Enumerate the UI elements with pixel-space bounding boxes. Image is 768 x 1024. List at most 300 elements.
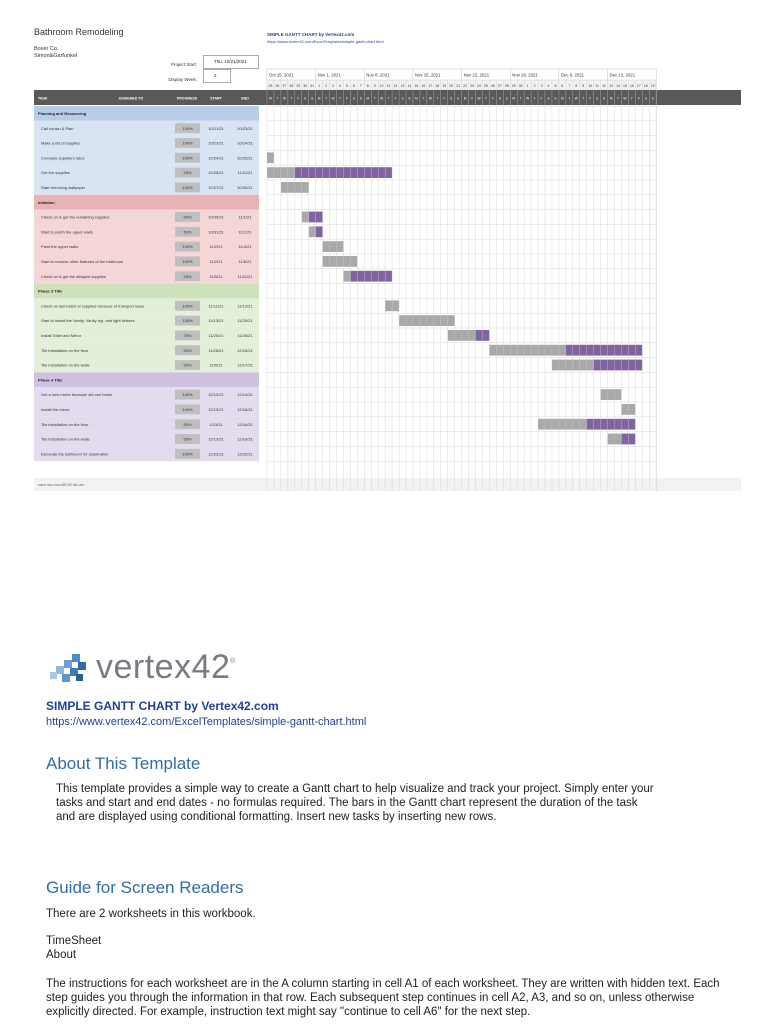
task-end: 12/17/21 bbox=[237, 362, 253, 368]
task-start: 11/26/21 bbox=[208, 347, 224, 353]
gantt-bar-day bbox=[621, 360, 628, 371]
task-end: 10/23/21 bbox=[237, 125, 253, 131]
gantt-bar-day bbox=[573, 419, 580, 430]
day-letter: T bbox=[568, 96, 571, 101]
gantt-bar-day bbox=[587, 419, 594, 430]
day-number: 16 bbox=[421, 84, 426, 88]
task-name: Decorate the bathroom for celebration bbox=[41, 451, 109, 457]
gantt-bar-day bbox=[337, 241, 344, 252]
gantt-bar-day bbox=[608, 434, 615, 445]
guide-body: The instructions for each worksheet are in the A column starting in cell A1 of each worksheet. They are written with hidden text. Each step guides you through the information in that row. Each subsequent step continues in cell A2, A3, and so on, unless otherwise explicitly directed. For example, instruction text might say "continue to cell A6" for the next step. bbox=[46, 978, 720, 1018]
day-number: 1 bbox=[526, 84, 529, 88]
gantt-bar-day bbox=[621, 434, 628, 445]
gantt-bar-day bbox=[267, 152, 274, 163]
day-number: 30 bbox=[303, 84, 308, 88]
day-number: 29 bbox=[296, 84, 301, 88]
gantt-bar-day bbox=[302, 212, 309, 223]
gantt-bar-day bbox=[489, 345, 496, 356]
task-end: 11/12/21 bbox=[237, 303, 253, 309]
day-letter: M bbox=[561, 96, 564, 101]
column-header-task: TASK bbox=[38, 96, 48, 101]
day-number: 26 bbox=[275, 84, 280, 88]
column-header-end: END bbox=[241, 96, 249, 101]
gantt-bar-day bbox=[323, 167, 330, 178]
task-start: 10/30/21 bbox=[208, 214, 224, 220]
task-name: Start to install the Vanity, Vanity top, and light fixtures bbox=[41, 318, 135, 324]
day-number: 23 bbox=[470, 84, 474, 88]
task-progress: 50% bbox=[183, 362, 192, 368]
gantt-bar-day bbox=[503, 345, 510, 356]
gantt-bar-day bbox=[281, 167, 288, 178]
task-name: Install Toilet and Mirror bbox=[41, 333, 82, 338]
day-number: 30 bbox=[518, 84, 523, 88]
day-letter: S bbox=[401, 96, 404, 101]
gantt-bar-day bbox=[615, 389, 622, 400]
day-letter: W bbox=[623, 96, 627, 101]
day-letter: W bbox=[526, 96, 530, 101]
gantt-bar-day bbox=[469, 330, 476, 341]
task-name: Start to patch the upper walls bbox=[41, 229, 93, 235]
gantt-bar-day bbox=[608, 389, 615, 400]
day-letter: W bbox=[331, 96, 335, 101]
day-letter: T bbox=[422, 96, 425, 101]
day-number: 4 bbox=[547, 84, 550, 88]
day-number: 28 bbox=[504, 84, 509, 88]
template-link-url[interactable]: https://www.vertex42.com/ExcelTemplates/simple-gantt-chart.html bbox=[267, 39, 384, 44]
gantt-bar-day bbox=[635, 345, 642, 356]
day-number: 11 bbox=[386, 84, 391, 88]
day-number: 11 bbox=[595, 84, 599, 88]
gantt-bar-day bbox=[343, 256, 350, 267]
about-url[interactable]: https://www.vertex42.com/ExcelTemplates/simple-gantt-chart.html bbox=[46, 716, 367, 728]
day-letter: W bbox=[574, 96, 578, 101]
gantt-bar-day bbox=[330, 241, 337, 252]
gantt-bar-day bbox=[350, 167, 357, 178]
gantt-bar-day bbox=[448, 330, 455, 341]
footer-note: Insert new rows ABOVE this one bbox=[38, 483, 85, 487]
task-start: 12/12/21 bbox=[208, 392, 224, 398]
day-number: 8 bbox=[575, 84, 578, 88]
day-letter: M bbox=[317, 96, 321, 101]
task-progress: 100% bbox=[182, 155, 193, 161]
day-letter: S bbox=[304, 96, 307, 101]
day-letter: S bbox=[596, 96, 599, 101]
gantt-bar-day bbox=[545, 419, 552, 430]
day-letter: T bbox=[436, 96, 439, 101]
day-letter: T bbox=[484, 96, 487, 101]
task-start: 12/13/21 bbox=[208, 436, 224, 442]
guide-sheet-1: TimeSheet bbox=[46, 935, 102, 947]
day-number: 10 bbox=[379, 84, 384, 88]
task-end: 11/11/21 bbox=[237, 170, 253, 176]
column-header-start: START bbox=[210, 96, 222, 101]
gantt-bar-day bbox=[399, 315, 406, 326]
task-name: Start removing wallpaper bbox=[41, 185, 86, 190]
task-end: 11/1/21 bbox=[238, 229, 252, 235]
task-progress: 100% bbox=[182, 318, 193, 324]
project-title: Bathroom Remodeling bbox=[34, 27, 124, 37]
task-end: 11/1/21 bbox=[238, 214, 252, 220]
day-letter: T bbox=[276, 96, 279, 101]
day-number: 18 bbox=[435, 84, 440, 88]
project-start-label: Project Start: bbox=[170, 62, 197, 67]
template-link-title[interactable]: SIMPLE GANTT CHART by Vertex42.com bbox=[267, 32, 355, 37]
day-number: 13 bbox=[609, 84, 613, 88]
gantt-bar-day bbox=[573, 345, 580, 356]
gantt-bar-day bbox=[281, 182, 288, 193]
guide-intro: There are 2 worksheets in this workbook. bbox=[46, 908, 256, 920]
day-number: 31 bbox=[310, 84, 315, 88]
gantt-chart bbox=[0, 0, 768, 500]
gantt-bar-day bbox=[309, 212, 316, 223]
gantt-bar-day bbox=[441, 315, 448, 326]
day-letter: S bbox=[408, 96, 411, 101]
day-letter: F bbox=[345, 96, 348, 101]
day-number: 7 bbox=[359, 84, 362, 88]
task-end: 10/24/21 bbox=[237, 140, 253, 146]
day-number: 15 bbox=[414, 84, 419, 88]
guide-heading: Guide for Screen Readers bbox=[46, 878, 244, 897]
day-number: 18 bbox=[643, 84, 648, 88]
day-letter: W bbox=[282, 96, 286, 101]
task-progress: 100% bbox=[182, 140, 193, 146]
task-progress: 100% bbox=[182, 303, 193, 309]
task-name: Tile installation on the floor bbox=[41, 421, 89, 427]
day-letter: T bbox=[471, 96, 474, 101]
task-start: 11/2/21 bbox=[209, 244, 223, 250]
day-letter: S bbox=[352, 96, 355, 101]
gantt-bar-day bbox=[538, 419, 545, 430]
gantt-bar-day bbox=[295, 167, 302, 178]
task-name: Get the supplies bbox=[41, 170, 70, 176]
day-number: 25 bbox=[268, 84, 273, 88]
task-start: 11/13/21 bbox=[208, 318, 224, 324]
task-start: 10/21/21 bbox=[208, 125, 224, 131]
gantt-bar-day bbox=[538, 345, 545, 356]
company-name: Boxer Co. bbox=[34, 46, 59, 52]
task-start: 10/23/21 bbox=[208, 140, 224, 146]
gantt-bar-day bbox=[385, 167, 392, 178]
gantt-bar-day bbox=[621, 419, 628, 430]
phase-header-row bbox=[34, 372, 259, 387]
task-start: 11/2/21 bbox=[209, 259, 223, 264]
day-number: 7 bbox=[568, 84, 571, 88]
task-name: Install the mirror bbox=[41, 407, 70, 412]
gantt-bar-day bbox=[309, 226, 316, 237]
task-end: 12/22/21 bbox=[237, 451, 253, 457]
day-number: 25 bbox=[484, 84, 488, 88]
week-label: Nov 29, 2021 bbox=[512, 72, 538, 78]
day-number: 22 bbox=[463, 84, 467, 88]
day-number: 16 bbox=[629, 84, 634, 88]
task-name: Tile installation on the floor bbox=[41, 347, 89, 353]
column-header-assigned: ASSIGNED TO bbox=[118, 96, 144, 101]
task-name: Compare suppliers rates bbox=[41, 155, 85, 161]
gantt-bar-day bbox=[559, 419, 566, 430]
day-letter: M bbox=[512, 96, 516, 101]
week-label: Nov 8, 2021 bbox=[366, 72, 390, 78]
gantt-bar-day bbox=[357, 167, 364, 178]
gantt-bar-day bbox=[357, 271, 364, 282]
gantt-bar-day bbox=[510, 345, 517, 356]
vertex42-logo bbox=[48, 650, 248, 690]
day-letter: S bbox=[359, 96, 362, 101]
project-start-input[interactable]: Thu, 10/21/2021 bbox=[203, 55, 259, 69]
gantt-bar-day bbox=[615, 360, 622, 371]
task-start: 10/27/21 bbox=[208, 185, 224, 190]
task-name: Check on & get the remaining supplies bbox=[41, 214, 110, 220]
gantt-bar-day bbox=[608, 360, 615, 371]
gantt-bar-day bbox=[559, 345, 566, 356]
gantt-bar-day bbox=[448, 315, 455, 326]
gantt-bar-day bbox=[316, 212, 323, 223]
gantt-bar-day bbox=[552, 345, 559, 356]
gantt-bar-day bbox=[496, 345, 503, 356]
gantt-bar-day bbox=[621, 404, 628, 415]
task-end: 11/25/21 bbox=[237, 333, 253, 338]
day-letter: T bbox=[630, 96, 633, 101]
task-end: 11/4/21 bbox=[238, 244, 252, 250]
week-label: Dec 6, 2021 bbox=[560, 72, 585, 78]
task-progress: 50% bbox=[183, 229, 192, 235]
day-number: 4 bbox=[339, 84, 341, 88]
task-start: 10/25/21 bbox=[208, 170, 224, 176]
day-letter: M bbox=[609, 96, 613, 101]
gantt-bar-day bbox=[615, 419, 622, 430]
phase-name: Planning and Resourcing bbox=[38, 111, 87, 116]
gantt-bar-day bbox=[580, 419, 587, 430]
task-progress: 100% bbox=[182, 185, 193, 190]
day-number: 12 bbox=[393, 84, 398, 88]
day-number: 27 bbox=[282, 84, 287, 88]
day-letter: S bbox=[547, 96, 550, 101]
gantt-bar-day bbox=[378, 167, 385, 178]
day-letter: F bbox=[394, 96, 397, 101]
day-letter: F bbox=[637, 96, 640, 101]
task-progress: 50% bbox=[183, 436, 192, 442]
gantt-bar-day bbox=[295, 182, 302, 193]
day-number: 6 bbox=[352, 84, 355, 88]
task-name: Get a new mirror because old one broke bbox=[41, 392, 113, 398]
gantt-bar-day bbox=[552, 419, 559, 430]
gantt-bar-day bbox=[628, 360, 635, 371]
gantt-bar-day bbox=[406, 315, 413, 326]
day-letter: F bbox=[491, 96, 494, 101]
gantt-bar-day bbox=[566, 419, 573, 430]
day-letter: T bbox=[325, 96, 328, 101]
day-letter: W bbox=[380, 96, 384, 101]
day-letter: T bbox=[290, 96, 293, 101]
gantt-bar-day bbox=[628, 404, 635, 415]
day-number: 13 bbox=[400, 84, 405, 88]
day-number: 14 bbox=[616, 84, 620, 88]
day-letter: M bbox=[366, 96, 370, 101]
gantt-bar-day bbox=[587, 345, 594, 356]
gantt-bar-day bbox=[323, 241, 330, 252]
day-number: 19 bbox=[650, 84, 655, 88]
gantt-bar-day bbox=[337, 167, 344, 178]
task-name: Tile installation on the walls bbox=[41, 362, 90, 368]
week-label: Oct 25, 2021 bbox=[269, 72, 294, 78]
about-heading: About This Template bbox=[46, 754, 201, 773]
phase-name: Phase 3 Title bbox=[38, 288, 63, 294]
task-start: 12/5/21 bbox=[209, 362, 223, 368]
gantt-sheet bbox=[0, 0, 768, 500]
task-progress: 50% bbox=[183, 214, 192, 220]
gantt-bar-day bbox=[302, 167, 309, 178]
day-letter: F bbox=[297, 96, 300, 101]
day-letter: S bbox=[651, 96, 654, 101]
task-end: 10/25/21 bbox=[237, 155, 253, 161]
gantt-bar-day bbox=[288, 182, 295, 193]
gantt-bar-day bbox=[385, 300, 392, 311]
day-letter: W bbox=[477, 96, 481, 101]
task-name: Call cousin & Plan bbox=[41, 125, 74, 131]
day-letter: M bbox=[463, 96, 467, 101]
task-end: 12/16/21 bbox=[237, 436, 253, 442]
day-number: 17 bbox=[428, 84, 433, 88]
gantt-bar-day bbox=[371, 167, 378, 178]
day-letter: T bbox=[387, 96, 390, 101]
day-letter: T bbox=[582, 96, 585, 101]
day-letter: S bbox=[311, 96, 314, 101]
gantt-bar-day bbox=[566, 345, 573, 356]
day-letter: T bbox=[373, 96, 376, 101]
gantt-bar-day bbox=[462, 330, 469, 341]
week-label: Dec 13, 2021 bbox=[609, 72, 636, 78]
task-progress: 100% bbox=[182, 407, 193, 412]
gantt-bar-day bbox=[337, 256, 344, 267]
task-progress: 100% bbox=[182, 392, 193, 398]
week-label: Nov 1, 2021 bbox=[317, 72, 341, 78]
day-number: 9 bbox=[582, 84, 585, 88]
gantt-bar-day bbox=[330, 167, 337, 178]
gantt-bar-day bbox=[316, 226, 323, 237]
day-number: 2 bbox=[325, 84, 328, 88]
week-label: Nov 15, 2021 bbox=[414, 72, 441, 78]
task-start: 11/20/21 bbox=[208, 333, 224, 338]
gantt-bar-day bbox=[559, 360, 566, 371]
task-name: Check on last batch of supplies because of transport issue bbox=[41, 303, 145, 309]
day-letter: S bbox=[644, 96, 647, 101]
display-week-label: Display Week: bbox=[168, 77, 197, 82]
gantt-bar-day bbox=[330, 256, 337, 267]
phase-name: Phase 4 Title bbox=[38, 377, 63, 383]
gantt-bar-day bbox=[531, 345, 538, 356]
gantt-bar-day bbox=[517, 345, 524, 356]
day-number: 8 bbox=[366, 84, 369, 88]
day-letter: T bbox=[616, 96, 619, 101]
gantt-bar-day bbox=[621, 345, 628, 356]
gantt-bar-day bbox=[323, 256, 330, 267]
gantt-bar-day bbox=[608, 345, 615, 356]
day-letter: T bbox=[533, 96, 536, 101]
task-start: 12/15/21 bbox=[208, 407, 224, 412]
gantt-bar-day bbox=[608, 419, 615, 430]
day-number: 24 bbox=[477, 84, 481, 88]
day-letter: S bbox=[603, 96, 606, 101]
gantt-bar-day bbox=[302, 182, 309, 193]
task-name: Paint the upper walls bbox=[41, 244, 79, 250]
gantt-bar-day bbox=[392, 300, 399, 311]
day-letter: W bbox=[428, 96, 432, 101]
task-progress: 25% bbox=[183, 170, 192, 176]
gantt-bar-day bbox=[601, 360, 608, 371]
logo-text: vertex42 bbox=[96, 648, 231, 686]
gantt-bar-day bbox=[552, 360, 559, 371]
gantt-bar-day bbox=[580, 360, 587, 371]
gantt-bar-day bbox=[427, 315, 434, 326]
gantt-bar-day bbox=[601, 345, 608, 356]
gantt-bar-day bbox=[455, 330, 462, 341]
task-name: Check on & get the delayed supplies bbox=[41, 273, 106, 279]
task-progress: 50% bbox=[183, 347, 192, 353]
day-number: 2 bbox=[533, 84, 536, 88]
phase-header-row bbox=[34, 195, 259, 210]
day-letter: M bbox=[415, 96, 418, 101]
gantt-bar-day bbox=[364, 167, 371, 178]
gantt-bar-day bbox=[594, 419, 601, 430]
day-letter: S bbox=[554, 96, 557, 101]
gantt-bar-day bbox=[524, 345, 531, 356]
day-number: 26 bbox=[490, 84, 495, 88]
day-letter: T bbox=[519, 96, 522, 101]
task-end: 11/20/21 bbox=[237, 318, 253, 324]
day-letter: S bbox=[450, 96, 453, 101]
task-progress: 100% bbox=[182, 451, 193, 457]
task-progress: 50% bbox=[183, 421, 192, 427]
day-letter: S bbox=[505, 96, 508, 101]
day-number: 6 bbox=[561, 84, 564, 88]
gantt-bar-day bbox=[635, 360, 642, 371]
week-label: Nov 22, 2021 bbox=[463, 72, 490, 78]
day-number: 15 bbox=[623, 84, 627, 88]
day-letter: M bbox=[269, 96, 272, 101]
task-end: 10/30/21 bbox=[237, 185, 253, 190]
task-end: 11/6/21 bbox=[238, 259, 252, 264]
day-number: 12 bbox=[602, 84, 606, 88]
task-end: 12/14/21 bbox=[237, 392, 253, 398]
gantt-bar-day bbox=[476, 330, 483, 341]
day-number: 9 bbox=[373, 84, 376, 88]
footer-row bbox=[34, 478, 741, 491]
gantt-bar-day bbox=[594, 345, 601, 356]
gantt-bar-day bbox=[350, 271, 357, 282]
gantt-bar-day bbox=[385, 271, 392, 282]
task-name: Start to remove other features of the bathroom bbox=[41, 259, 124, 264]
display-week-input[interactable]: 2 bbox=[203, 69, 231, 83]
logo-mark-icon bbox=[48, 652, 94, 686]
gantt-bar-day bbox=[350, 256, 357, 267]
day-letter: T bbox=[338, 96, 341, 101]
task-progress: 100% bbox=[182, 259, 193, 264]
day-letter: F bbox=[589, 96, 592, 101]
gantt-bar-day bbox=[594, 360, 601, 371]
gantt-bar-day bbox=[267, 167, 274, 178]
task-start: 11/5/21 bbox=[209, 273, 223, 279]
task-end: 12/16/21 bbox=[237, 347, 253, 353]
gantt-bar-day bbox=[371, 271, 378, 282]
task-start: 10/31/21 bbox=[208, 229, 224, 235]
task-progress: 100% bbox=[182, 244, 193, 250]
gantt-bar-day bbox=[580, 345, 587, 356]
gantt-bar-day bbox=[309, 167, 316, 178]
gantt-bar-day bbox=[413, 315, 420, 326]
gantt-bar-day bbox=[615, 345, 622, 356]
day-number: 28 bbox=[289, 84, 294, 88]
day-number: 29 bbox=[511, 84, 516, 88]
day-number: 14 bbox=[407, 84, 412, 88]
